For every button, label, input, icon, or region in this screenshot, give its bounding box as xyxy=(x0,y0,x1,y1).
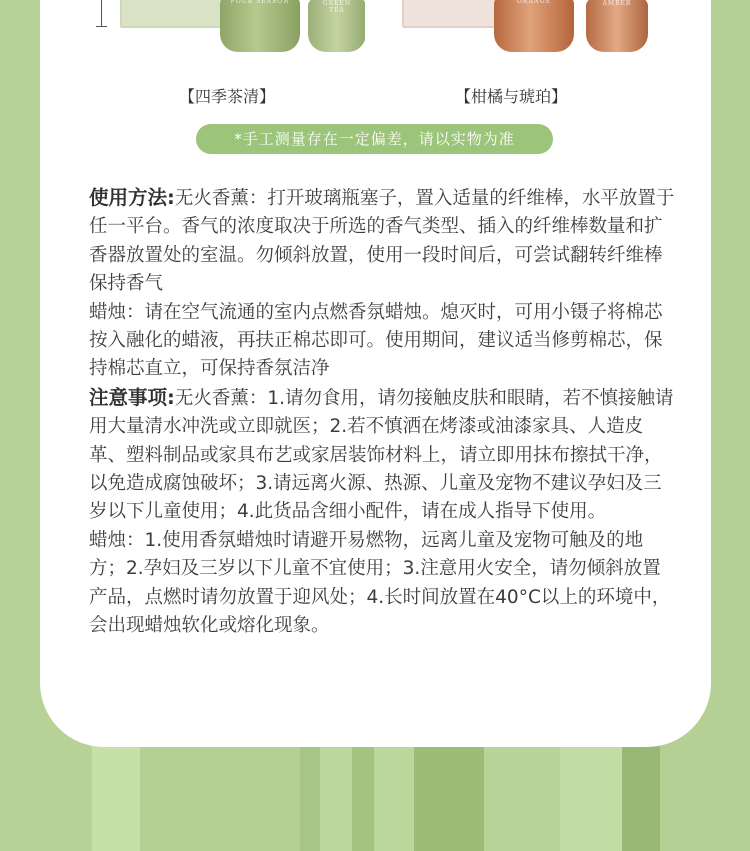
measurement-notice-badge: *手工测量存在一定偏差，请以实物为准 xyxy=(196,124,553,154)
caution-candle-paragraph: 蜡烛：1.使用香氛蜡烛时请避开易燃物，远离儿童及宠物可触及的地方；2.孕妇及三岁以下儿童不宜使用；3.注意用火安全，请勿倾斜放置产品，点燃时请勿放置于迎风处；4.长时间放置在40°C以上的环境中，会出现蜡烛软化或熔化现象。 xyxy=(89,529,671,637)
product-box xyxy=(120,0,234,28)
product-photo-tea xyxy=(100,0,365,58)
product-photo-orange xyxy=(402,0,667,58)
caution-label: 注意事项: xyxy=(89,385,175,409)
usage-diffuser-paragraph xyxy=(89,184,679,299)
jar-label-text: GREEN TEA xyxy=(322,0,352,14)
caution-diffuser-paragraph xyxy=(89,384,679,527)
product-caption-tea: 【四季茶清】 xyxy=(179,87,276,106)
jar-label-text: ORANGE xyxy=(516,0,552,5)
usage-label: 使用方法: xyxy=(89,186,175,209)
candle-jar xyxy=(586,0,648,52)
jar-label-text: FOUR SEASON xyxy=(230,0,290,5)
diffuser-bottle xyxy=(220,0,300,52)
candle-jar xyxy=(308,0,365,52)
caution-diffuser-text: 无火香薰：1.请勿食用，请勿接触皮肤和眼睛，若不慎接触请用大量清水冲洗或立即就医；2.若不慎洒在烤漆或油漆家具、人造皮革、塑料制品或家具布艺或家居装饰材料上，请立即用抹布擦拭干净，以免造成腐蚀破坏；3.请远离火源、热源、儿童及宠物不建议孕妇及三岁以下儿童使用；4.此货品含细小配件，请在成人指导下使用。 xyxy=(89,387,674,523)
diffuser-bottle xyxy=(494,0,574,52)
jar-label-text: AMBER xyxy=(602,0,632,7)
instructions-text xyxy=(89,184,679,641)
usage-candle-paragraph: 蜡烛：请在空气流通的室内点燃香氛蜡烛。熄灭时，可用小镊子将棉芯按入融化的蜡液，再扶正棉芯即可。使用期间，建议适当修剪棉芯，保持棉芯直立，可保持香氛洁净 xyxy=(89,301,663,380)
usage-diffuser-text: 无火香薰：打开玻璃瓶塞子，置入适量的纤维棒，水平放置于任一平台。香气的浓度取决于所选的香气类型、插入的纤维棒数量和扩香器放置处的室温。勿倾斜放置，使用一段时间后，可尝试翻转纤维棒保持香气 xyxy=(89,188,675,295)
product-caption-orange: 【柑橘与琥珀】 xyxy=(455,87,568,106)
